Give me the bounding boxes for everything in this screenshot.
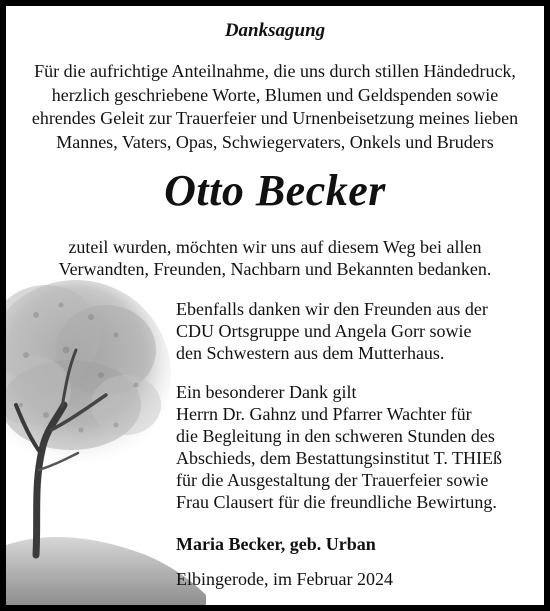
paragraph-line: für die Ausgestaltung der Trauerfeier sowie <box>176 470 489 490</box>
thanks-line: Verwandten, Freunden, Nachbarn und Bekannten bedanken. <box>58 259 492 279</box>
paragraph-line: den Schwestern aus dem Mutterhaus. <box>176 343 445 363</box>
signature: Maria Becker, geb. Urban <box>176 534 376 554</box>
thanks-line: zuteil wurden, möchten wir uns auf diesem Weg bei allen <box>68 237 482 257</box>
paragraph-line: CDU Ortsgruppe und Angela Gorr sowie <box>176 321 472 341</box>
paragraph-line: Abschieds, dem Bestattungsinstitut T. THIEß <box>176 448 502 468</box>
place-and-date: Elbingerode, im Februar 2024 <box>176 569 393 589</box>
intro-line: ehrendes Geleit zur Trauerfeier und Urnenbeisetzung meines lieben <box>31 108 519 128</box>
notice-heading: Danksagung <box>224 20 326 41</box>
special-thanks-paragraph <box>176 381 502 513</box>
thanks-text <box>0 236 550 280</box>
additional-thanks-paragraph <box>176 298 488 364</box>
paragraph-line: Herrn Dr. Gahnz und Pfarrer Wachter für <box>176 404 472 424</box>
intro-line: herzlich geschriebene Worte, Blumen und Geldspenden sowie <box>51 84 499 105</box>
intro-line: Für die aufrichtige Anteilnahme, die uns durch stillen Händedruck, <box>34 61 516 81</box>
paragraph-line: Ein besonderer Dank gilt <box>176 382 357 402</box>
paragraph-line: die Begleitung in den schweren Stunden des <box>176 426 495 446</box>
intro-line: Mannes, Vaters, Opas, Schwiegervaters, Onkels und Bruders <box>56 131 494 152</box>
paragraph-line: Ebenfalls danken wir den Freunden aus der <box>176 299 488 319</box>
paragraph-line: Frau Clausert für die freundliche Bewirtung. <box>176 492 497 512</box>
intro-text <box>0 60 550 154</box>
deceased-name: Otto Becker <box>164 166 386 215</box>
